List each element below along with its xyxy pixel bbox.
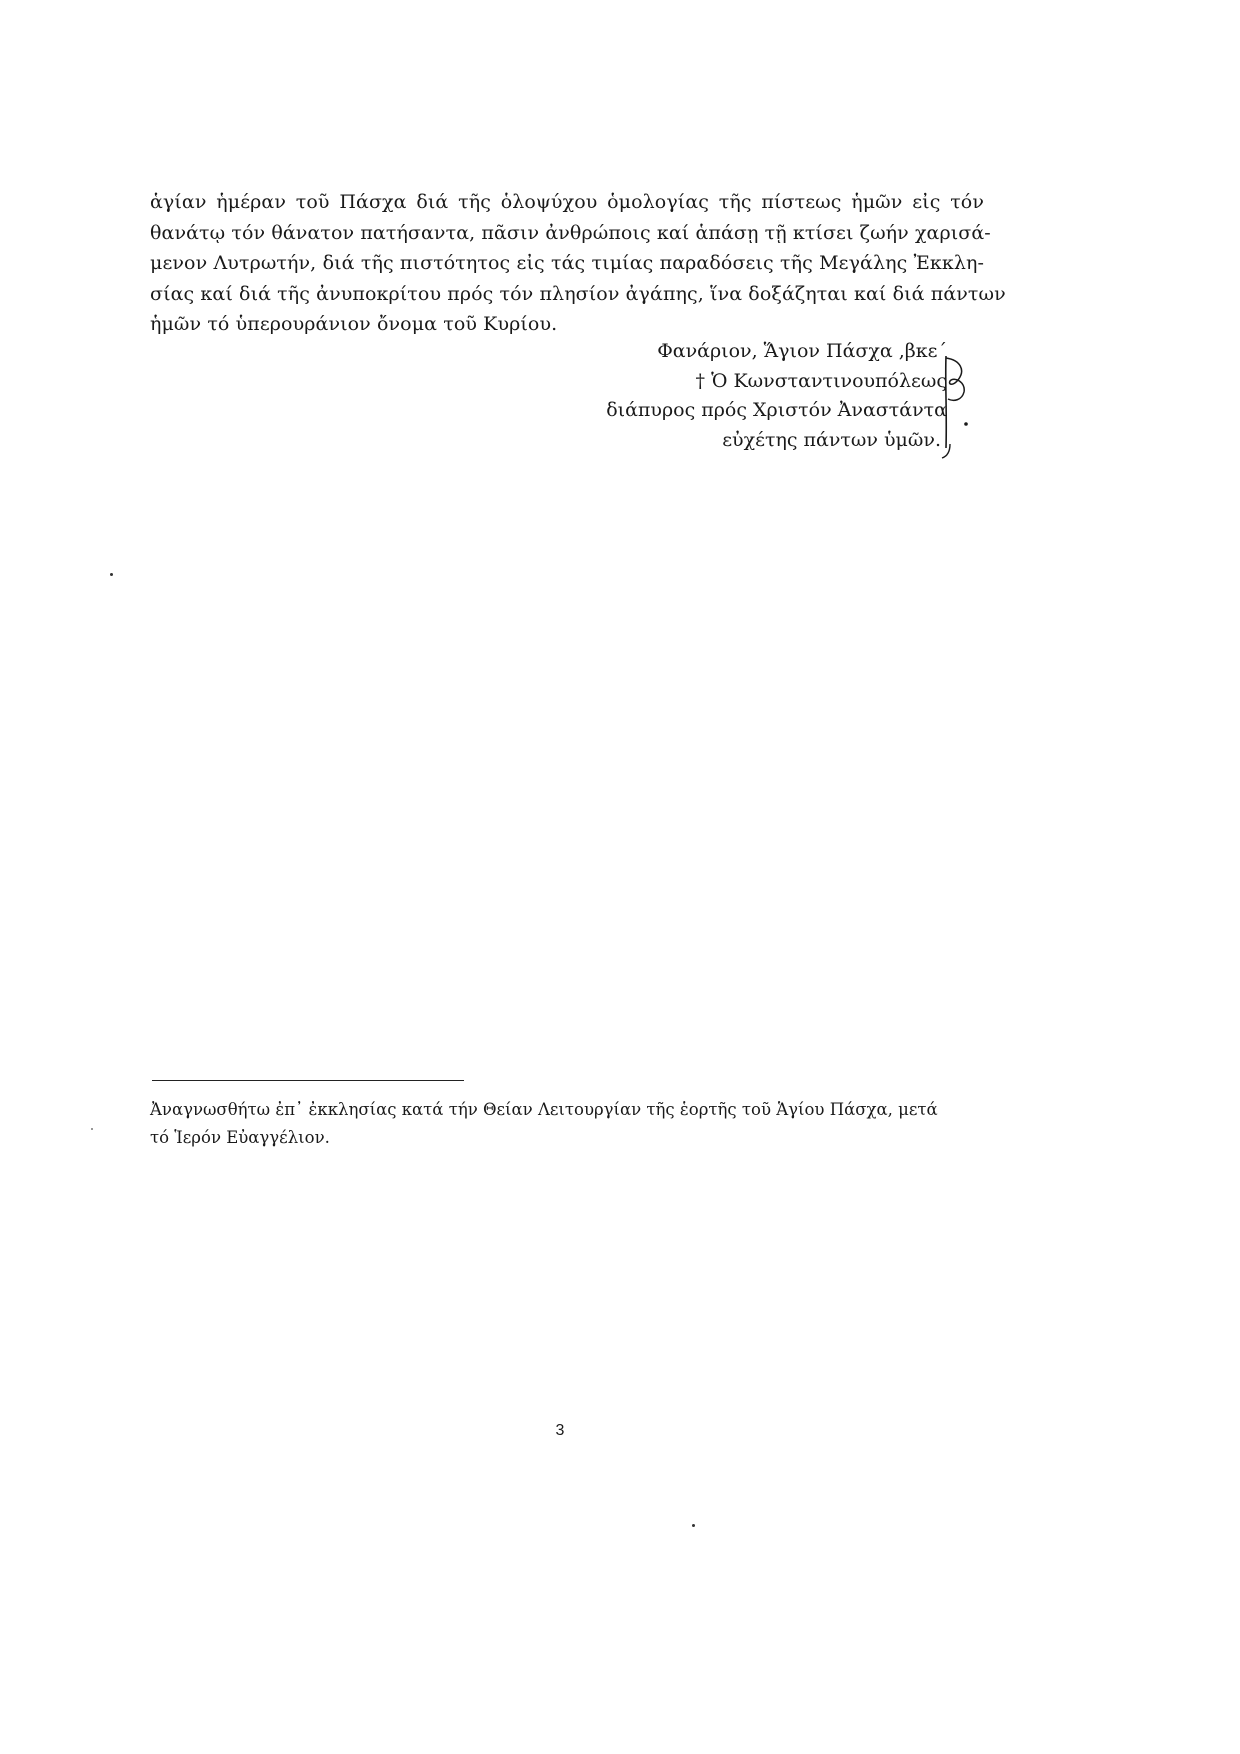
scan-speck [110, 573, 113, 576]
footnote-line: τό Ἱερόν Εὐαγγέλιον. [150, 1128, 330, 1147]
signatory-title: † Ὁ Κωνσταντινουπόλεως [695, 369, 947, 392]
closing-block [527, 337, 947, 455]
devout-line: διάπυρος πρός Χριστόν Ἀναστάντα [606, 399, 947, 421]
body-line: μενον Λυτρωτήν, διά τῆς πιστότητος εἰς τάς τιμίας παραδόσεις τῆς Μεγάλης Ἐκκλη- [150, 252, 984, 274]
body-line: ἡμῶν τό ὑπερουράνιον ὄνομα τοῦ Κυρίου. [150, 313, 558, 335]
scan-speck [91, 1128, 93, 1130]
footnote-line: Ἀναγνωσθήτω ἐπ᾽ ἐκκλησίας κατά τήν Θείαν Λειτουργίαν τῆς ἑορτῆς τοῦ Ἁγίου Πάσχα, μετά [150, 1100, 938, 1119]
footnote-separator [152, 1080, 464, 1081]
page-number: 3 [555, 1422, 565, 1439]
body-line: θανάτῳ τόν θάνατον πατήσαντα, πᾶσιν ἀνθρώποις καί ἁπάσῃ τῇ κτίσει ζωήν χαρισά- [150, 221, 991, 244]
body-line: ἁγίαν ἡμέραν τοῦ Πάσχα διά τῆς ὁλοψύχου ὁμολογίας τῆς πίστεως ἡμῶν εἰς τόν [150, 191, 984, 213]
prayer-line: εὐχέτης πάντων ὑμῶν. [722, 428, 941, 451]
place-and-date: Φανάριον, Ἅγιον Πάσχα ,βκε΄ [657, 340, 947, 362]
scan-speck [692, 1524, 695, 1527]
handwritten-signature [936, 352, 996, 462]
footnote [150, 1096, 984, 1152]
encyclical-body-text [150, 187, 1006, 340]
body-line: σίας καί διά τῆς ἀνυποκρίτου πρός τόν πλησίον ἀγάπης, ἵνα δοξάζηται καί διά πάντων [150, 282, 1006, 305]
